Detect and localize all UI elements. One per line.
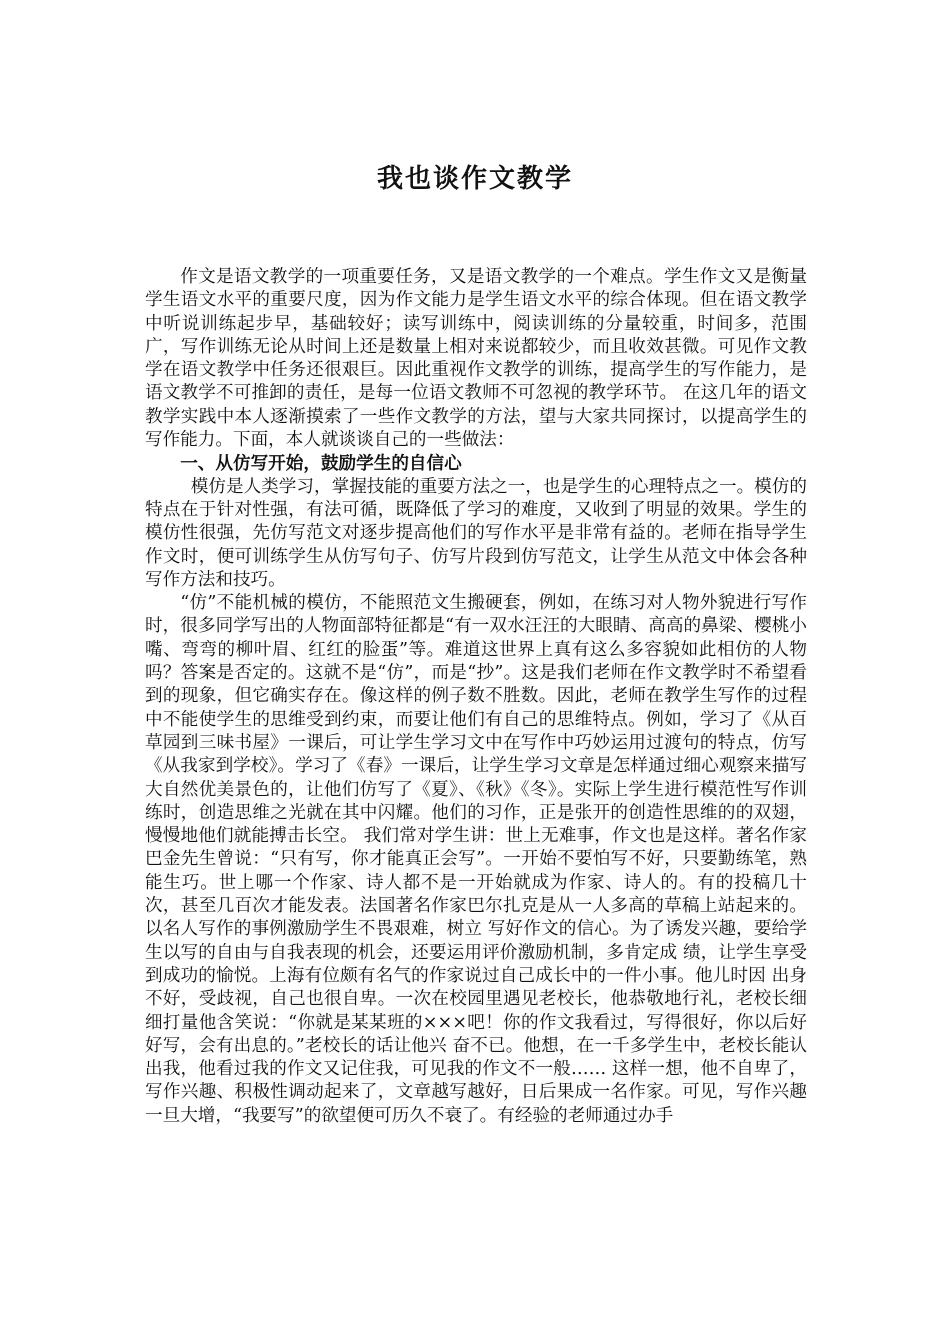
document-body [145,266,807,1128]
section-heading-1: 一、从仿写开始，鼓励学生的自信心 [180,453,462,475]
document-title: 我也谈作文教学 [376,164,573,194]
paragraph-imitation: 模仿是人类学习，掌握技能的重要方法之一，也是学生的心理特点之一。模仿的特点在于针对性强，有法可循，既降低了学习的难度，又收到了明显的效果。学生的模仿性很强，先仿写范文对逐步提高他们的写作水平是非常有益的。老师在指导学生作文时，便可训练学生从仿写句子、仿写片段到仿写范文，让学生从范文中体会各种写作方法和技巧。 [145,476,807,590]
paragraph-intro: 作文是语文教学的一项重要任务，又是语文教学的一个难点。学生作文又是衡量学生语文水平的重要尺度，因为作文能力是学生语文水平的综合体现。但在语文教学中听说训练起步早，基础较好；读写训练中，阅读训练的分量较重，时间多，范围广，写作训练无论从时间上还是数量上相对来说都较少，而且收效甚微。可见作文教学在语文教学中任务还很艰巨。因此重视作文教学的训练，提高学生的写作能力，是语文教学不可推卸的责任，是每一位语文教师不可忽视的教学环节。 在这几年的语文教学实践中本人逐渐摸索了一些作文教学的方法，望与大家共同探讨，以提高学生的写作能力。下面，本人就谈谈自己的一些做法： [145,267,807,451]
paragraph-examples: “仿”不能机械的模仿，不能照范文生搬硬套，例如，在练习对人物外貌进行写作时，很多同学写出的人物面部特征都是“有一双水汪汪的大眼睛、高高的鼻梁、樱桃小嘴、弯弯的柳叶眉、红红的脸蛋”等。难道这世界上真有这么多容貌如此相仿的人物吗？答案是否定的。这就不是“仿”，而是“抄”。这是我们老师在作文教学时不希望看到的现象，但它确实存在。像这样的例子数不胜数。因此，老师在教学生写作的过程中不能使学生的思维受到约束，而要让他们有自己的思维特点。例如，学习了《从百草园到三味书屋》一课后，可让学生学习文中在写作中巧妙运用过渡句的特点，仿写《从我家到学校》。学习了《春》一课后，让学生学习文章是怎样通过细心观察来描写大自然优美景色的，让他们仿写了《夏》、《秋》《冬》。实际上学生进行模范性写作训练时，创造思维之光就在其中闪耀。他们的习作，正是张开的创造性思维的的双翅，慢慢地他们就能搏击长空。 我们常对学生讲：世上无难事，作文也是这样。著名作家巴金先生曾说：“只有写，你才能真正会写”。一开始不要怕写不好，只要勤练笔，熟能生巧。世上哪一个作家、诗人都不是一开始就成为作家、诗人的。有的投稿几十次，甚至几百次才能发表。法国著名作家巴尔扎克是从一人多高的草稿上站起来的。以名人写作的事例激励学生不畏艰难，树立 写好作文的信心。为了诱发兴趣，要给学生以写的自由与自我表现的机会，还要运用评价激励机制，多肯定成 绩，让学生享受到成功的愉悦。上海有位颇有名气的作家说过自己成长中的一件小事。他儿时因 出身不好，受歧视，自己也很自卑。一次在校园里遇见老校长，他恭敬地行礼，老校长细细打量他含笑说：“你就是某某班的×××吧！你的作文我看过，写得很好，你以后好好写，会有出息的。”老校长的话让他兴 奋不已。他想，在一千多学生中，老校长能认出我，他看过我的作文又记住我，可见我的作文不一般…… 这样一想，他不自卑了，写作兴趣、积极性调动起来了，文章越写越好，日后果成一名作家。可见，写作兴趣 一旦大增，“我要写”的欲望便可历久不衰了。有经验的老师通过办手 [145,593,807,1126]
